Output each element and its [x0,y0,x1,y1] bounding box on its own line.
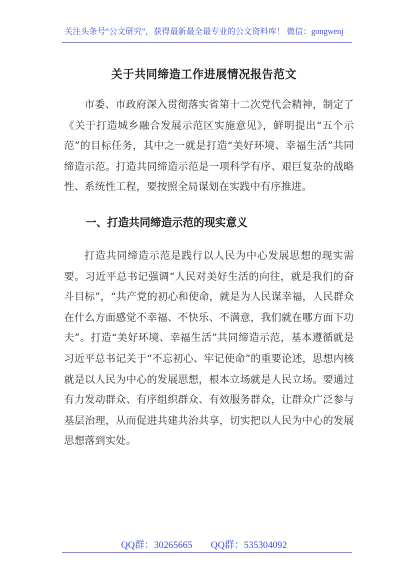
intro-paragraph: 市委、市政府深入贯彻落实省第十二次党代会精神，制定了《关于打造城乡融合发展示范区实施意见》，鲜明提出“五个示范”的目标任务，其中之一就是打造“美好环境、幸福生活”共同缔造示范。打造共同缔造示范是一项科学有序、艰巨复杂的战略性、系统性工程，要按照全局谋划在实践中有序推进。 [64,100,354,194]
header-banner[interactable]: 关注头条号“公文研究”，获得最新最全最专业的公文资料库！ 微信：gongwenj [64,27,344,36]
document-body [64,96,354,453]
section-heading: 一、打造共同缔造示范的现实意义 [85,215,248,229]
footer-qq-groups [0,537,408,551]
document-title: 关于共同缔造工作进展情况报告范文 [111,67,297,81]
qq-group-1[interactable]: QQ群：30265665 [120,540,193,551]
qq-group-2[interactable]: QQ群：535304092 [210,540,288,551]
section-paragraph: 打造共同缔造示范是践行以人民为中心发展思想的现实需要。习近平总书记强调“人民对美好生活的向往，就是我们的奋斗目标”，“共产党的初心和使命，就是为人民谋幸福，人民群众在什么方面感觉不幸福、不快乐、不满意，我们就在哪方面下功夫”。打造“美好环境、幸福生活”共同缔造示范，基本遵循就是习近平总书记关于“不忘初心、牢记使命”的重要论述，思想内核就是以人民为中心的发展思想，根本立场就是人民立场。要通过有力发动群众、有序组织群众、有效服务群众，让群众广泛参与基层治理，从而促进共建共治共享，切实把以人民为中心的发展思想落到实处。 [64,250,354,448]
header-divider [62,42,352,43]
footer-divider [62,552,352,553]
